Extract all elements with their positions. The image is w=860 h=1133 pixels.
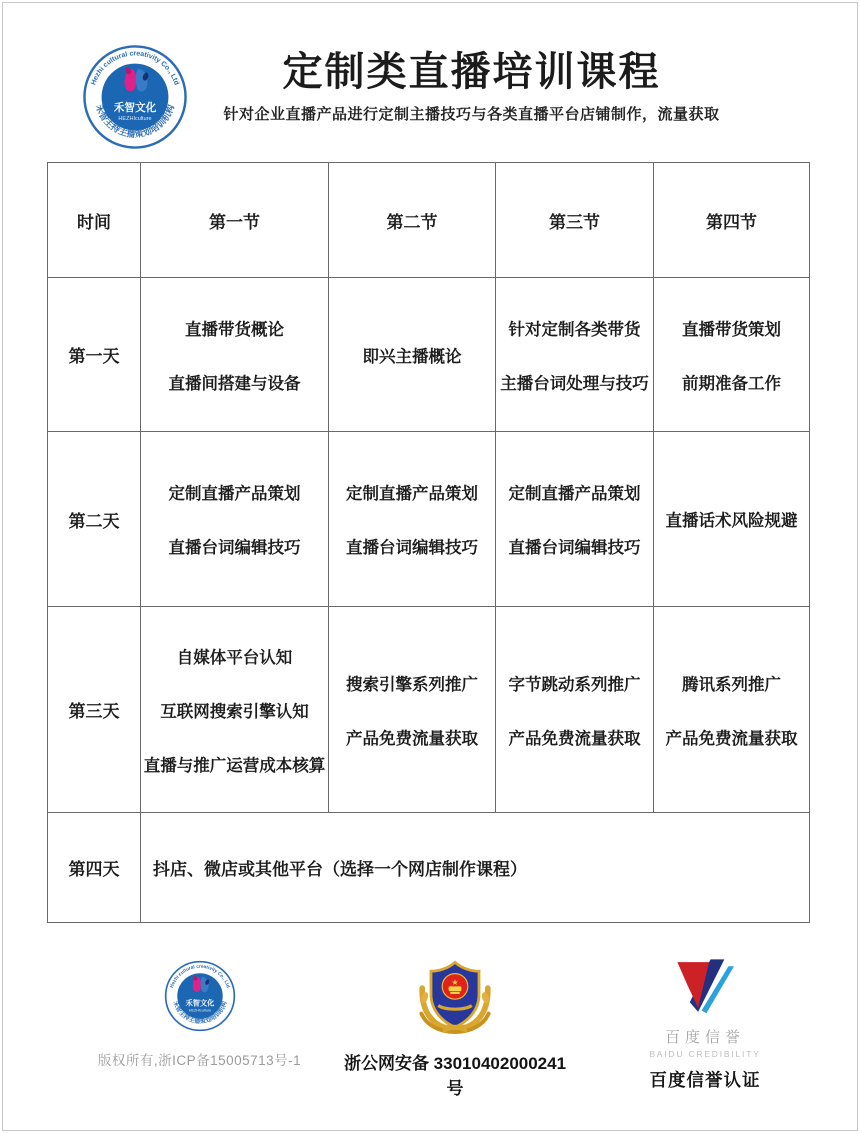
course-line: 腾讯系列推广 [682,675,781,694]
course-line: 定制直播产品策划 [346,485,478,503]
row-label-day4: 第四天 [48,813,141,923]
schedule-cell [496,278,654,432]
course-line: 互联网搜索引擎认知 [160,702,309,721]
course-line: 即兴主播概论 [362,347,462,366]
footer-police-block [340,956,570,1099]
course-line: 直播话术风险规避 [665,512,798,530]
course-line: 直播间搭建与设备 [168,374,301,393]
row-label-day1: 第一天 [48,278,141,432]
course-line: 直播台词编辑技巧 [346,539,478,557]
course-line: 直播与推广运营成本核算 [143,756,326,775]
baidu-credibility-icon [670,958,740,1016]
baidu-cert-text: 百度信誉认证 [649,1070,761,1090]
column-header-session3: 第三节 [496,163,654,278]
schedule-cell [329,432,496,607]
column-header-session2: 第二节 [329,163,496,278]
course-schedule-table [47,162,810,923]
course-line: 字节跳动系列推广 [508,675,641,694]
schedule-cell [496,432,654,607]
page-title: 定制类直播培训课程 [282,50,661,94]
course-line: 自媒体平台认知 [176,648,293,667]
footer-baidu-block [620,958,790,1092]
baidu-credibility-en-label: BAIDU CREDIBILITY [649,1049,761,1059]
course-line: 产品免费流量获取 [346,729,478,748]
course-line: 直播带货策划 [682,320,781,339]
schedule-cell [654,278,810,432]
schedule-cell [329,607,496,813]
schedule-cell [654,607,810,813]
schedule-cell-merged: 抖店、微店或其他平台（选择一个网店制作课程） [141,813,810,923]
schedule-cell [141,607,329,813]
course-line: 前期准备工作 [682,374,781,393]
page-subtitle: 针对企业直播产品进行定制主播技巧与各类直播平台店铺制作，流量获取 [223,105,720,123]
course-line: 针对定制各类带货 [508,320,641,339]
column-header-session1: 第一节 [141,163,329,278]
police-badge-icon [415,956,495,1036]
course-line: 主播台词处理与技巧 [500,374,649,393]
schedule-cell [329,278,496,432]
column-header-time: 时间 [48,163,141,278]
course-line: 直播台词编辑技巧 [508,539,641,557]
table-row [48,278,810,432]
schedule-cell [654,432,810,607]
hezhi-company-logo-small [164,960,236,1032]
column-header-session4: 第四节 [654,163,810,278]
course-line: 定制直播产品策划 [508,485,641,503]
row-label-day3: 第三天 [48,607,141,813]
police-record-text: 浙公网安备 33010402000241号 [343,1054,567,1098]
course-line: 产品免费流量获取 [508,729,641,748]
course-line: 直播台词编辑技巧 [168,539,301,557]
table-header-row [48,163,810,278]
course-line: 直播带货概论 [185,320,284,339]
schedule-cell [141,432,329,607]
course-line: 定制直播产品策划 [168,485,301,503]
footer-copyright-block [92,960,307,1069]
table-row [48,813,810,923]
schedule-cell [496,607,654,813]
icp-record-text: 版权所有,浙ICP备15005713号-1 [97,1053,302,1068]
schedule-cell [141,278,329,432]
svg-text:★: ★ [451,977,459,987]
baidu-credibility-cn-label: 百度信誉 [664,1029,745,1046]
course-line: 搜索引擎系列推广 [346,675,478,694]
course-line: 产品免费流量获取 [665,729,798,748]
table-row [48,607,810,813]
table-row [48,432,810,607]
row-label-day2: 第二天 [48,432,141,607]
